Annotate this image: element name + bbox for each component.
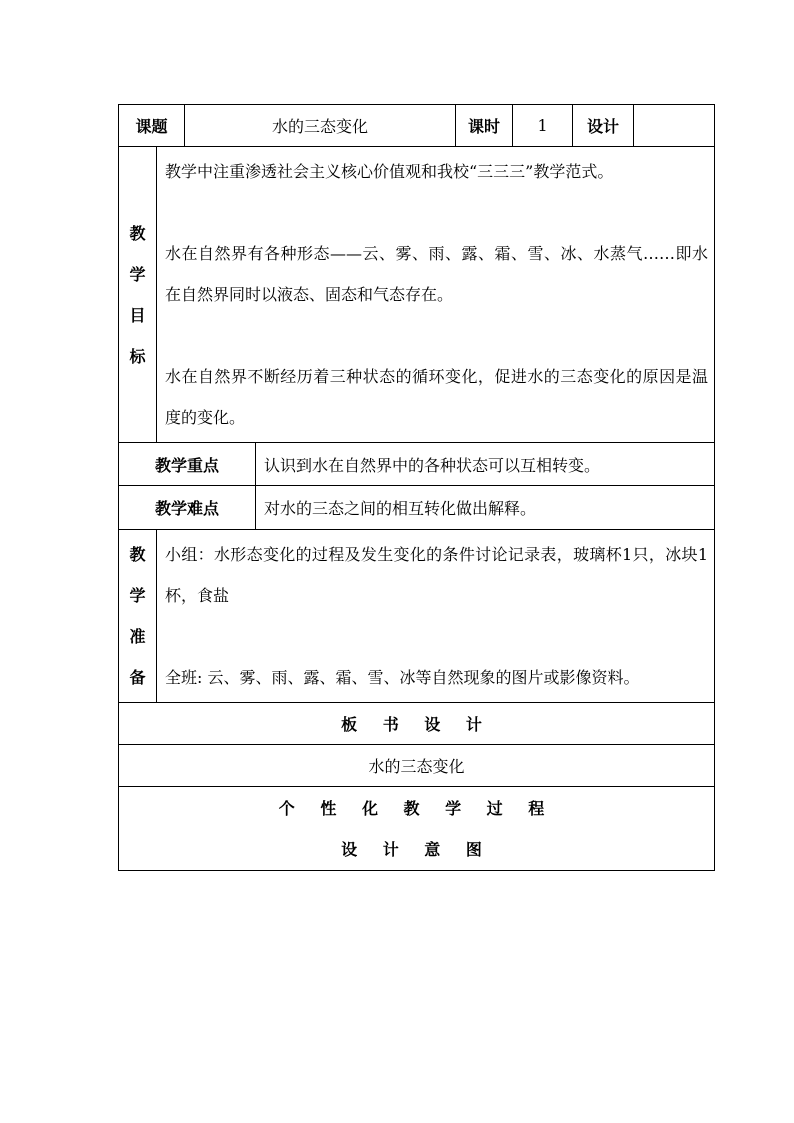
goals-label: [119, 147, 157, 443]
difficulty-value: 对水的三态之间的相互转化做出解释。: [256, 486, 715, 530]
lesson-plan-sheet: [118, 104, 714, 871]
board-content: 水的三态变化: [119, 745, 715, 787]
preparation-label-char: 教: [129, 545, 146, 564]
goals-paragraph: 水在自然界有各种形态——云、雾、雨、露、霜、雪、冰、水蒸气……即水在自然界同时以液态、固态和气态存在。: [165, 244, 709, 304]
goals-label-char: 目: [129, 305, 146, 325]
difficulty-label: 教学难点: [119, 486, 256, 530]
board-title-row: [119, 703, 715, 745]
preparation-class-text: 全班: 云、雾、雨、露、霜、雪、冰等自然现象的图片或影像资料。: [165, 668, 640, 687]
goals-paragraph: 教学中注重渗透社会主义核心价值观和我校“三三三”教学范式。: [165, 162, 614, 181]
preparation-label: [119, 530, 157, 703]
topic-label: 课题: [119, 105, 185, 147]
design-label: 设计: [573, 105, 634, 147]
preparation-row: [119, 530, 715, 703]
goals-label-char: 标: [129, 346, 146, 366]
period-label: 课时: [456, 105, 513, 147]
process-subtitle: 设 计 意 图: [341, 839, 492, 859]
key-point-value: 认识到水在自然界中的各种状态可以互相转变。: [256, 443, 715, 486]
process-title: 个 性 化 教 学 过 程: [278, 798, 555, 818]
goals-label-char: 学: [129, 264, 146, 284]
preparation-label-char: 学: [129, 586, 146, 605]
board-title: 板 书 设 计: [119, 703, 715, 745]
lesson-plan-table: [118, 104, 715, 871]
key-point-row: [119, 443, 715, 486]
goals-content: [157, 147, 715, 443]
preparation-group-text: 小组：水形态变化的过程及发生变化的条件讨论记录表，玻璃杯1只，冰块1杯，食盐: [165, 545, 709, 605]
preparation-label-char: 备: [129, 668, 146, 687]
preparation-content: [157, 530, 715, 703]
period-value: 1: [513, 105, 573, 147]
header-row: [119, 105, 715, 147]
goals-label-char: 教: [129, 223, 146, 243]
preparation-label-char: 准: [129, 627, 146, 646]
design-value: [634, 105, 715, 147]
goals-row: [119, 147, 715, 443]
topic-value: 水的三态变化: [185, 105, 456, 147]
goals-paragraph: 水在自然界不断经历着三种状态的循环变化，促进水的三态变化的原因是温度的变化。: [165, 367, 709, 427]
board-content-row: [119, 745, 715, 787]
difficulty-row: [119, 486, 715, 530]
process-row: [119, 787, 715, 871]
key-point-label: 教学重点: [119, 443, 256, 486]
process-cell: [119, 787, 715, 871]
